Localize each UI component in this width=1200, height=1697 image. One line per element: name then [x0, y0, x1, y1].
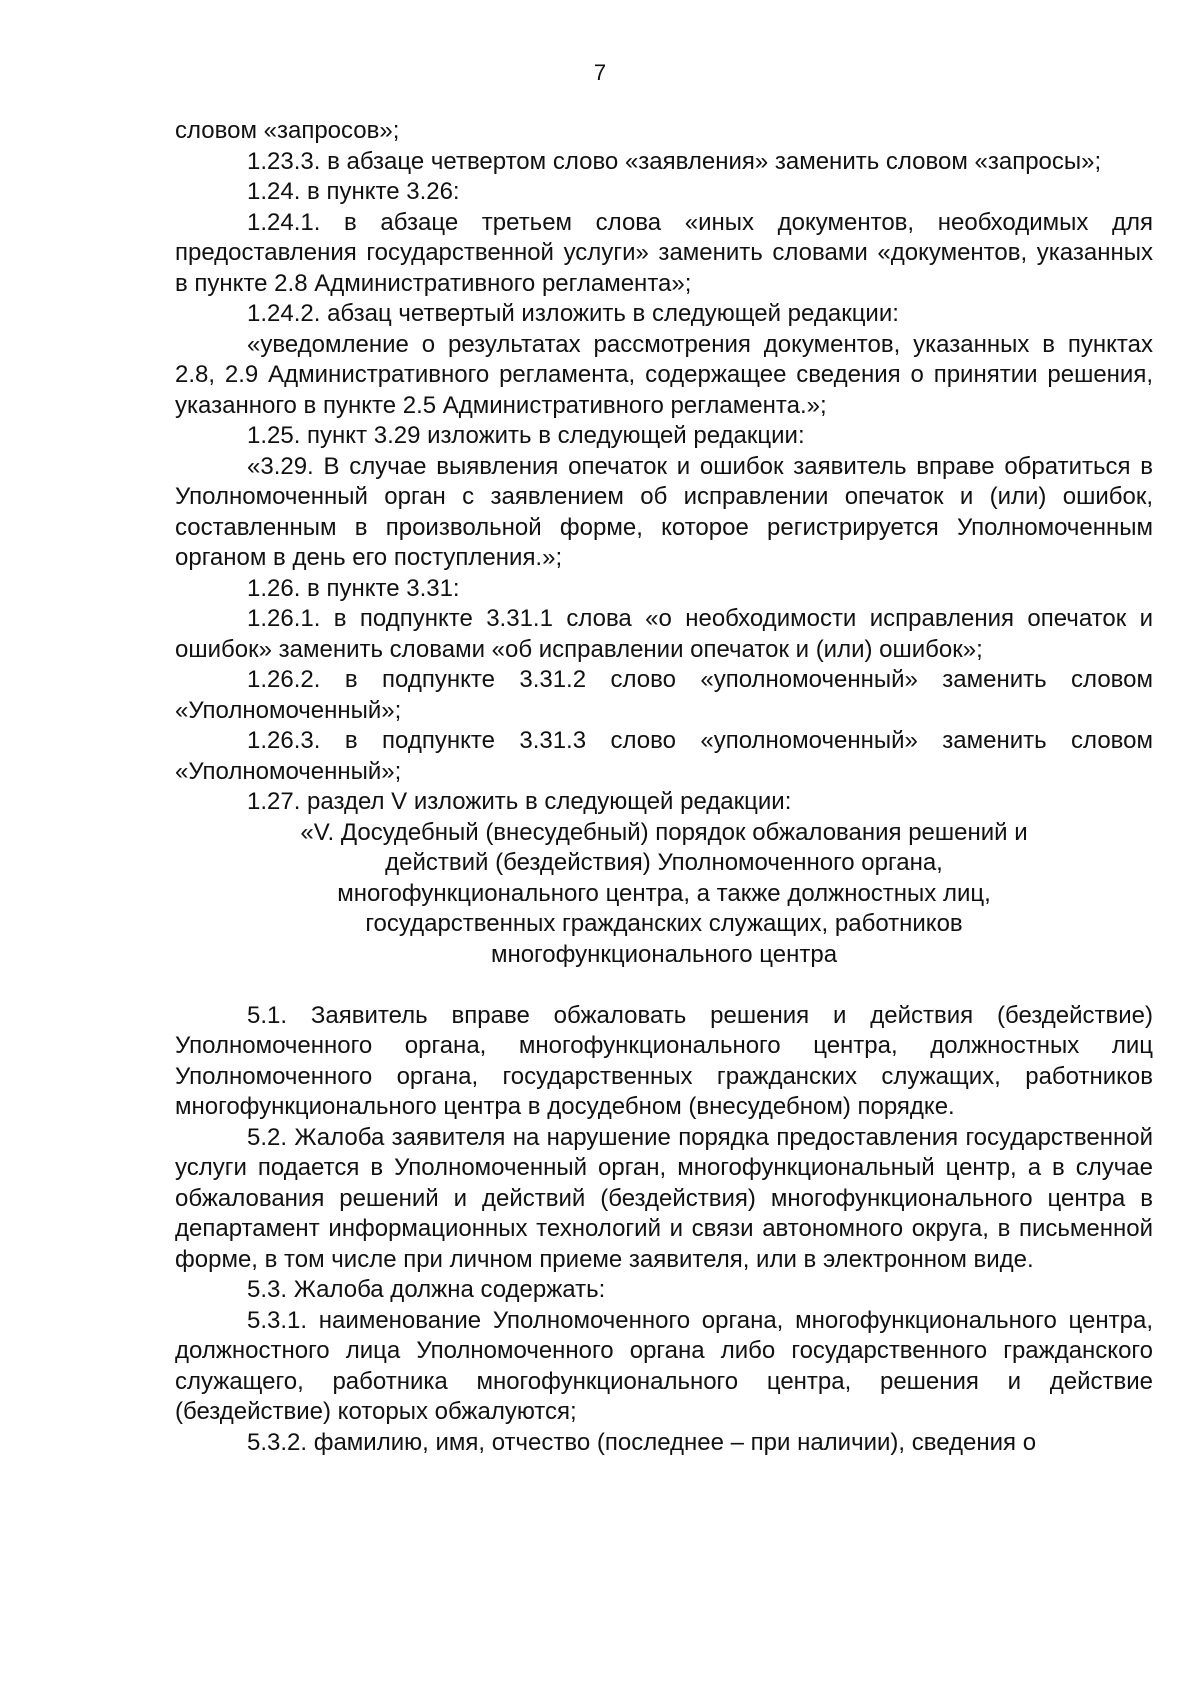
paragraph: 1.27. раздел V изложить в следующей редакции:: [247, 788, 792, 815]
paragraph: 5.3.2. фамилию, имя, отчество (последнее – при наличии), сведения о: [247, 1428, 1037, 1456]
paragraph: 1.26.3. в подпункте 3.31.3 слово «уполномоченный» заменить словом «Уполномоченный»;: [175, 727, 1153, 785]
section-heading: «V. Досудебный (внесудебный) порядок обжалования решений и действий (бездействия) Уполномоченного органа, многофункционального центра, а также должностных лиц, государственных гражданских служащих, работников многофункционального центра: [300, 818, 1028, 968]
paragraph: 1.24. в пункте 3.26:: [247, 178, 460, 205]
paragraph: словом «запросов»;: [175, 117, 400, 144]
paragraph: 1.26. в пункте 3.31:: [247, 574, 460, 602]
paragraph: 5.2. Жалоба заявителя на нарушение порядка предоставления государственной услуги подается в Уполномоченный орган, многофункциональный центр, а в случае обжалования решений и действий (бездействия) многофункционального центра в департамент информационных технологий и связи автономного округа, в письменной форме, в том числе при личном приеме заявителя, или в электронном виде.: [175, 1123, 1153, 1273]
paragraph: 1.26.2. в подпункте 3.31.2 слово «уполномоченный» заменить словом «Уполномоченный»;: [175, 666, 1153, 724]
paragraph: 1.24.2. абзац четвертый изложить в следующей редакции:: [247, 300, 899, 327]
paragraph: «3.29. В случае выявления опечаток и ошибок заявитель вправе обратиться в Уполномоченный орган с заявлением об исправлении опечаток и (или) ошибок, составленным в произвольной форме, которое регистрируется Уполномоченным органом в день его поступления.»;: [175, 452, 1153, 571]
paragraph: 1.26.1. в подпункте 3.31.1 слова «о необходимости исправления опечаток и ошибок» заменить словами «об исправлении опечаток и (или) ошибок»;: [175, 605, 1153, 663]
paragraph: 1.24.1. в абзаце третьем слова «иных документов, необходимых для предоставления государственной услуги» заменить словами «документов, указанных в пункте 2.8 Административного регламента»;: [175, 208, 1153, 297]
paragraph: 1.23.3. в абзаце четвертом слово «заявления» заменить словом «запросы»;: [247, 147, 1102, 175]
page-number: 7: [593, 60, 607, 85]
paragraph: 5.1. Заявитель вправе обжаловать решения и действия (бездействие) Уполномоченного органа, многофункционального центра, должностных лиц Уполномоченного органа, государственных гражданских служащих, работников многофункционального центра в досудебном (внесудебном) порядке.: [175, 1001, 1153, 1120]
paragraph: 1.25. пункт 3.29 изложить в следующей редакции:: [247, 422, 805, 449]
spacer: [175, 970, 1153, 1001]
paragraph: «уведомление о результатах рассмотрения документов, указанных в пунктах 2.8, 2.9 Административного регламента, содержащее сведения о принятии решения, указанного в пункте 2.5 Административного регламента.»;: [175, 330, 1153, 419]
paragraph: 5.3. Жалоба должна содержать:: [247, 1276, 606, 1303]
document-body: [175, 116, 1153, 1458]
paragraph: 5.3.1. наименование Уполномоченного органа, многофункционального центра, должностного лица Уполномоченного органа либо государственного гражданского служащего, работника многофункционального центра, решения и действие (бездействие) которых обжалуются;: [175, 1306, 1153, 1425]
